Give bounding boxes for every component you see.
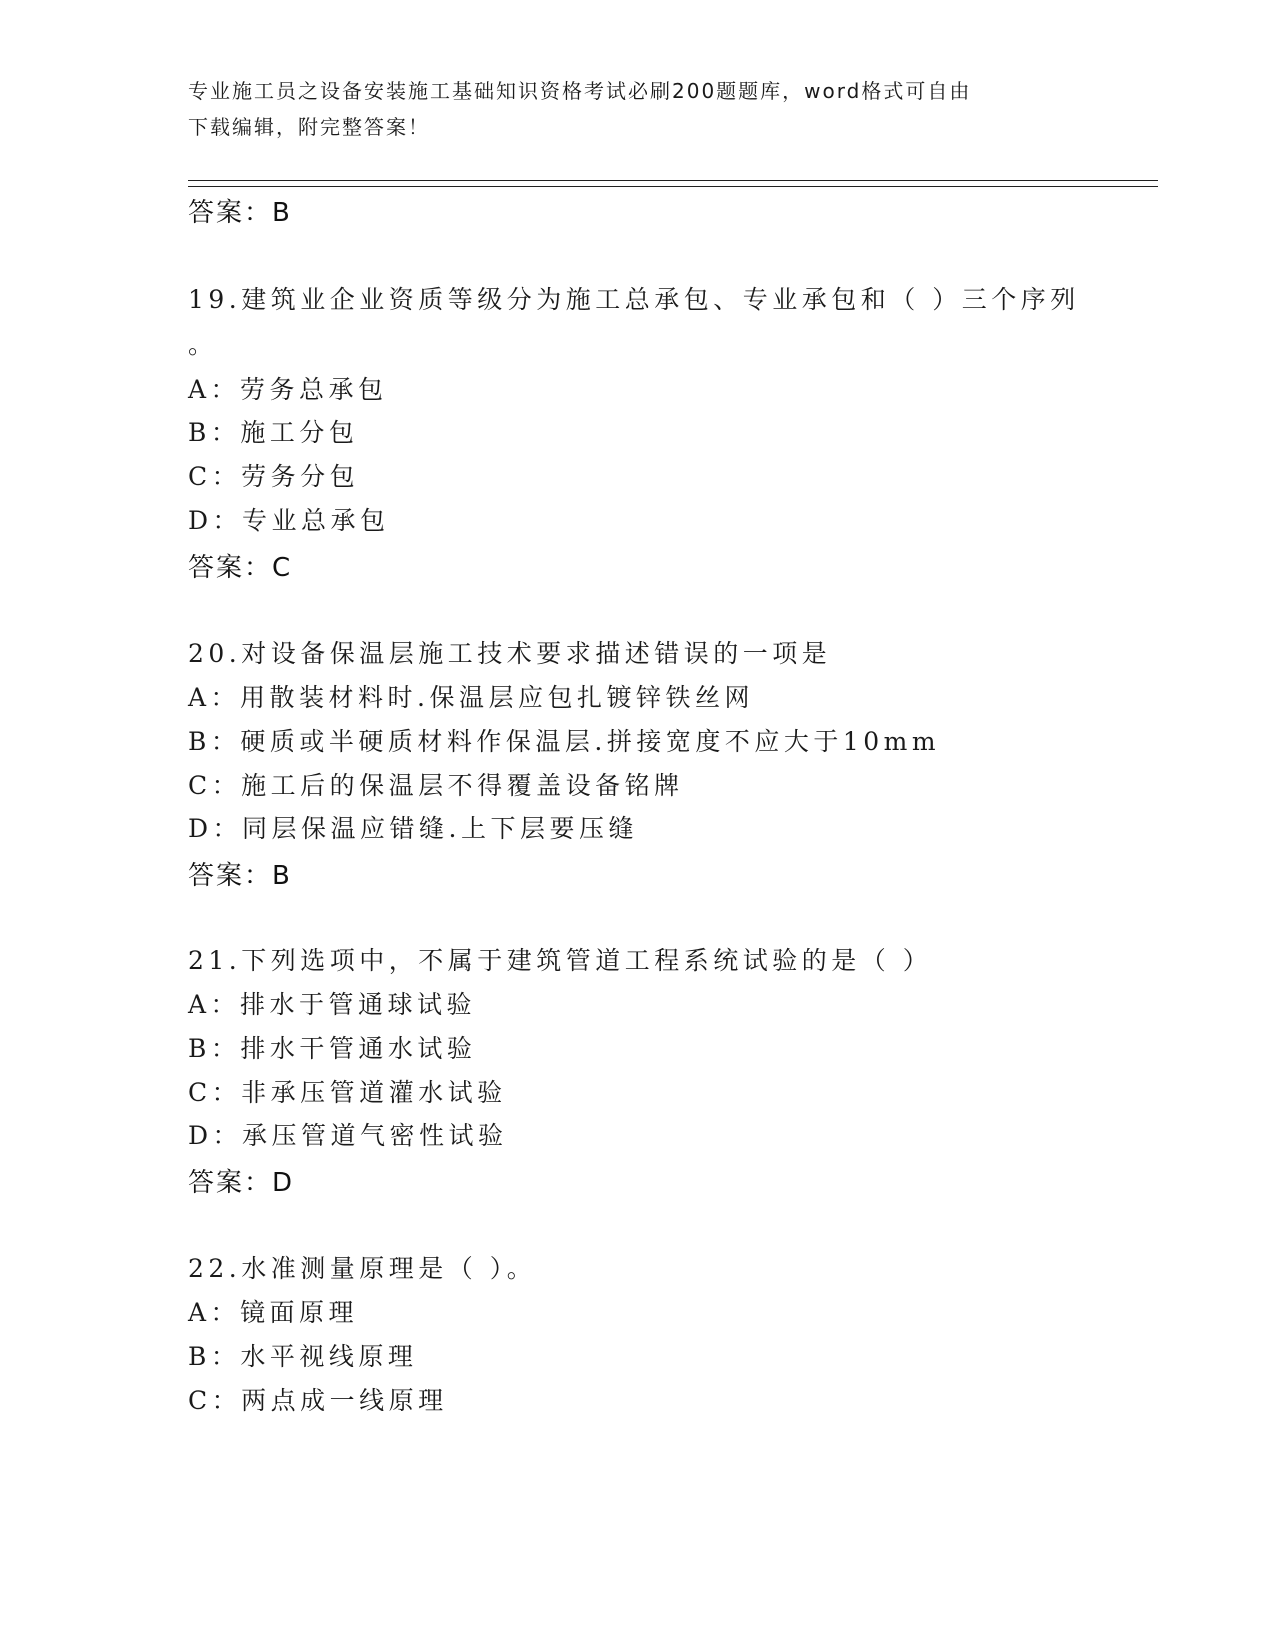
question-20-option-c: C：施工后的保温层不得覆盖设备铭牌: [188, 771, 684, 800]
header-divider-bottom: [188, 186, 1158, 187]
question-20-option-d: D：同层保温应错缝.上下层要压缝: [188, 814, 638, 843]
answer-q18: 答案：B: [188, 198, 292, 228]
question-19-stem-cont: 。: [188, 330, 218, 359]
question-22-option-a: A：镜面原理: [188, 1298, 359, 1327]
question-19-option-d: D：专业总承包: [188, 506, 390, 535]
question-19-stem: 19.建筑业企业资质等级分为施工总承包、专业承包和（ ）三个序列: [188, 285, 1080, 314]
question-21-option-a: A：排水于管通球试验: [188, 990, 477, 1019]
question-19-option-a: A：劳务总承包: [188, 375, 388, 404]
question-20-option-b: B：硬质或半硬质材料作保温层.拼接宽度不应大于10mm: [188, 727, 941, 756]
question-21-stem: 21.下列选项中，不属于建筑管道工程系统试验的是（ ）: [188, 946, 933, 975]
question-19-option-b: B：施工分包: [188, 418, 359, 447]
question-21-option-d: D：承压管道气密性试验: [188, 1121, 508, 1150]
answer-q21: 答案：D: [188, 1168, 295, 1198]
question-21-option-b: B：排水干管通水试验: [188, 1034, 477, 1063]
answer-q20: 答案：B: [188, 861, 292, 891]
document-header: [188, 73, 1088, 145]
header-divider-top: [188, 180, 1158, 181]
question-20-option-a: A：用散装材料时.保温层应包扎镀锌铁丝网: [188, 683, 755, 712]
answer-q19: 答案：C: [188, 553, 293, 583]
question-22-option-c: C：两点成一线原理: [188, 1386, 448, 1415]
header-line-1: 专业施工员之设备安装施工基础知识资格考试必刷200题题库，word格式可自由: [188, 79, 972, 103]
question-20-stem: 20.对设备保温层施工技术要求描述错误的一项是: [188, 639, 832, 668]
header-line-2: 下载编辑，附完整答案！: [188, 115, 430, 139]
question-22-option-b: B：水平视线原理: [188, 1342, 418, 1371]
question-19-option-c: C：劳务分包: [188, 462, 360, 491]
question-21-option-c: C：非承压管道灌水试验: [188, 1078, 507, 1107]
question-22-stem: 22.水准测量原理是（ ）。: [188, 1254, 537, 1283]
